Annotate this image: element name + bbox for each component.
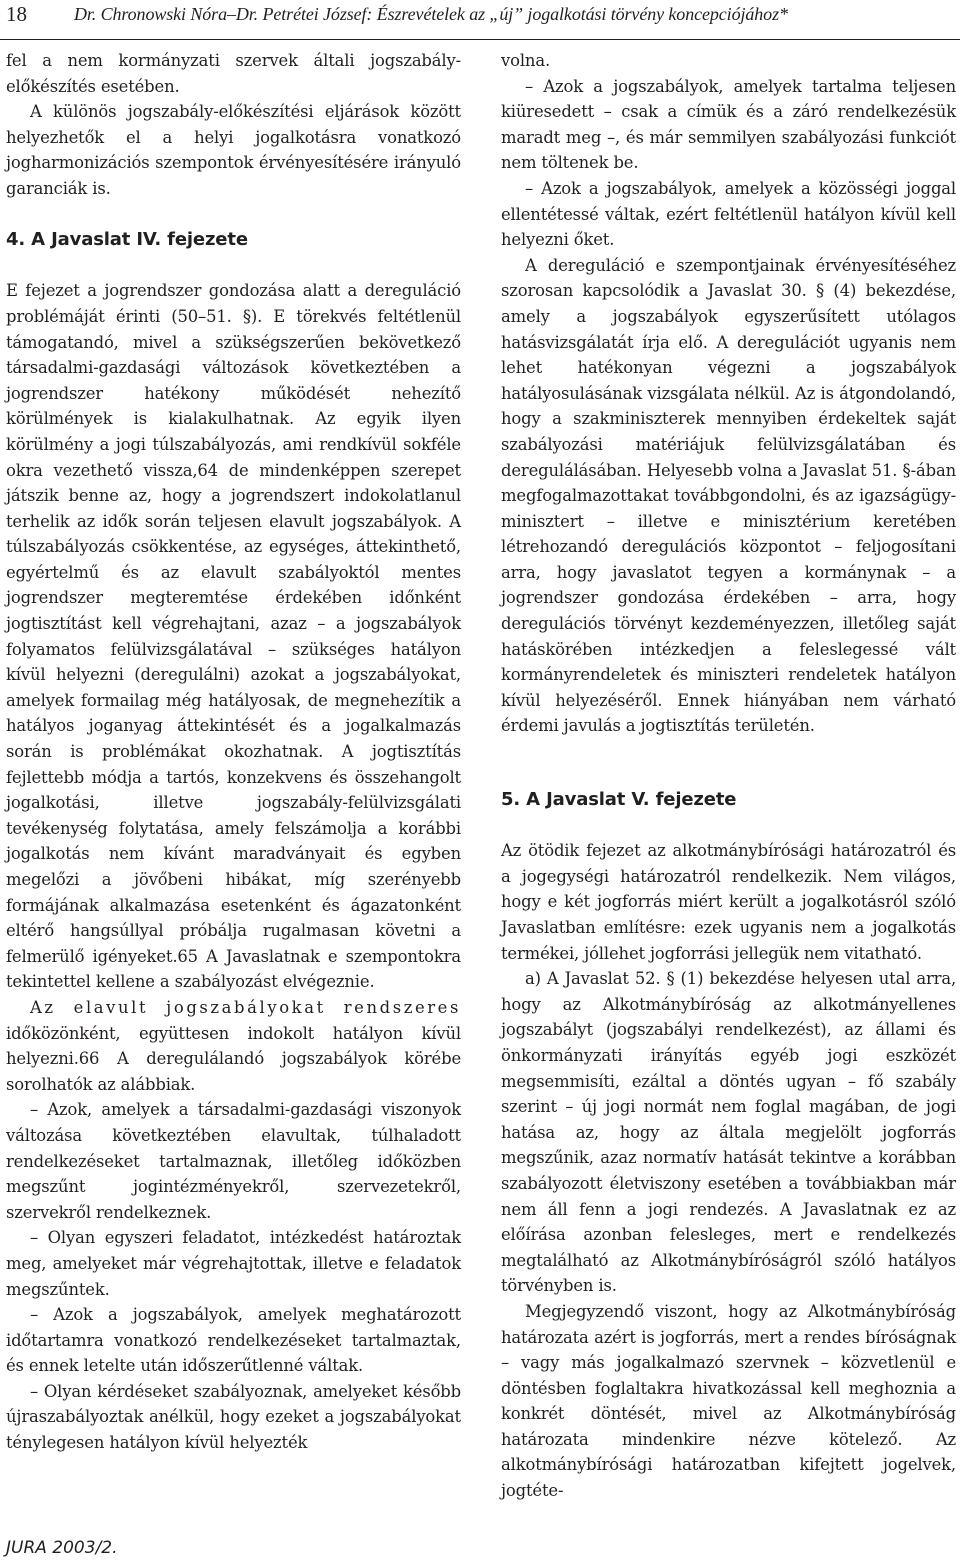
list-item: – Azok a jogszabályok, amelyek tartalma teljesen kiüresedett – csak a címük és a záró rendelkezésük maradt meg –, és már semmilyen szabályozási funkciót nem töltenek be. [501,76,956,173]
left-column [6,48,461,1456]
section-heading-5: 5. A Javaslat V. fejezete [501,789,737,811]
paragraph: a) A Javaslat 52. § (1) bekezdése helyesen utal arra, hogy az Alkotmánybíróság az alkotmányellenes jogszabályt (jogszabályi rendelkezést), az állami és önkormányzati irányítás egyéb jogi eszközét megsemmisíti, ezáltal a döntés ugyan – fő szabály szerint – új jogi normát nem foglal magában, de jogi hatása az, hogy az általa megjelölt jogforrás megszűnik, azaz normatív hatását tekintve a korábban szabályozott életviszony esetében a továbbiakban már nem áll fenn a jogi rendezés. A Javaslatnak ez az előírása azonban felesleges, mert e rendelkezés megtalálható az Alkotmánybíróságról szóló hatályos törvényben is. [501,969,956,1296]
paragraph: E fejezet a jogrendszer gondozása alatt a dereguláció problémáját érinti (50–51. §). E törekvés feltétlenül támogatandó, mivel a szükségszerűen bekövetkező társadalmi-gazdasági változások következtében a jogrendszer hatékony működését nehezítő körülmények is kialakulhatnak. Az egyik ilyen körülmény a jogi túlszabályozás, ami rendkívül sokféle okra vezethető vissza,64 de mindenképpen szerepet játszik benne az, hogy a jogrendszert indokolatlanul terhelik az idők során teljesen elavult jogszabályok. A túlszabályozás csökkentése, az egységes, áttekinthető, egyértelmű és az elavult szabályoktól mentes jogrendszer megteremtése érdekében időnként jogtisztítást kell végrehajtani, azaz – a jogszabályok folyamatos felülvizsgálatával – szükséges hatályon kívül helyezni (deregulálni) azokat a jogszabályokat, amelyek formailag még hatályosak, de megnehezítik a hatályos joganyag áttekintését és a jogalkalmazás során is problémákat okozhatnak. A jogtisztítás fejlettebb módja a tartós, konzekvens és összehangolt jogalkotási, illetve jogszabály-felülvizsgálati tevékenység folytatása, amely felszámolja a korábbi jogalkotás nem kívánt maradványait és egyben megelőzi a jövőbeni hibákat, míg szerényebb formájának alkalmazása esetenként és ágazatonként eltérő hangsúllyal próbálja rugalmasan követni a felmerülő igényeket.65 A Javaslatnak e szempontokra tekintettel kellene a szabályozást elvégeznie. [6,281,461,992]
spaced-text: Az elavult jogszabályokat rendszeres [30,997,461,1017]
paragraph: A különös jogszabály-előkészítési eljárások között helyezhetők el a helyi jogalkotásra vonatkozó jogharmonizációs szempontok érvényesítésére irányuló garanciák is. [6,102,461,198]
header-rule [0,39,960,40]
paragraph: A dereguláció e szempontjainak érvényesítéséhez szorosan kapcsolódik a Javaslat 30. § (4) bekezdése, amely a jogszabályok egyszerűsített utólagos hatásvizsgálatát írja elő. A deregulációt ugyanis nem lehet hatékonyan végezni a jogszabályok hatályosulásának vizsgálata nélkül. Az is átgondolandó, hogy a szakminiszterek mennyiben érdekeltek saját szabályozási matériájuk felülvizsgálatában és deregulálásában. Helyesebb volna a Javaslat 51. §-ában megfogalmazottakat továbbgondolni, és az igazságügy-minisztert – illetve e minisztérium keretében létrehozandó deregulációs központot – feljogosítani arra, hogy javaslatot tegyen a kormánynak – a jogrendszer gondozása érdekében – arra, hogy deregulációs törvényt kezdeményezzen, illetőleg saját hatáskörében intézkedjen a feleslegessé vált kormányrendeletek és miniszteri rendeletek hatályon kívül helyezéséről. Ennek hiányában nem várható érdemi javulás a jogtisztítás területén. [501,255,956,736]
right-column [501,48,956,1504]
paragraph: fel a nem kormányzati szervek általi jogszabály-előkészítés esetében. [6,51,461,96]
list-item: – Olyan kérdéseket szabályoznak, amelyeket később újraszabályoztak anélkül, hogy ezeket a jogszabályokat ténylegesen hatályon kívül helyezték [6,1381,461,1453]
list-item: – Azok, amelyek a társadalmi-gazdasági viszonyok változása következtében elavultak, túlhaladott rendelkezéseket tartalmaznak, illetőleg időközben megszűnt jogintézményekről, szervezetekről, szervekről rendelkeznek. [6,1100,461,1222]
paragraph: Megjegyzendő viszont, hogy az Alkotmánybíróság határozata azért is jogforrás, mert a rendes bíróságnak – vagy más jogalkalmazó szervnek – közvetlenül e döntésben foglaltakra hivatkozással kell meghoznia a konkrét döntését, mivel az Alkotmánybíróság határozata mindenkire nézve kötelező. Az alkotmánybírósági határozatban kifejtett jogelvek, jogtéte- [501,1301,956,1501]
paragraph: Az ötödik fejezet az alkotmánybírósági határozatról és a jogegységi határozatról rendelkezik. Nem világos, hogy e két jogforrás miért került a jogalkotásról szóló Javaslatban említésre: ezek ugyanis nem a jogalkotás termékei, jóllehet jogforrási jellegük nem vitatható. [501,841,956,963]
running-title: Dr. Chronowski Nóra–Dr. Petrétei József: Észrevételek az „új” jogalkotási törvény koncepciójához* [74,4,788,24]
paragraph: volna. [501,51,551,70]
paragraph [6,995,461,1097]
list-item: – Azok a jogszabályok, amelyek a közösségi joggal ellentétessé váltak, ezért feltétlenül hatályon kívül kell helyezni őket. [501,178,956,250]
list-item: – Olyan egyszeri feladatot, intézkedést határoztak meg, amelyeket már végrehajtottak, illetve e feladatok megszűntek. [6,1228,461,1299]
paragraph-text: időközönként, együttesen indokolt hatályon kívül helyezni.66 A deregulálandó jogszabályok körébe sorolhatók az alábbiak. [6,1023,461,1094]
journal-footer: JURA 2003/2. [6,1538,118,1558]
page-number: 18 [6,2,27,26]
section-heading-4: 4. A Javaslat IV. fejezete [6,229,248,251]
page-header [0,0,960,40]
list-item: – Azok a jogszabályok, amelyek meghatározott időtartamra vonatkozó rendelkezéseket tartalmaztak, és ennek letelte után időszerűtlenné váltak. [6,1305,461,1376]
